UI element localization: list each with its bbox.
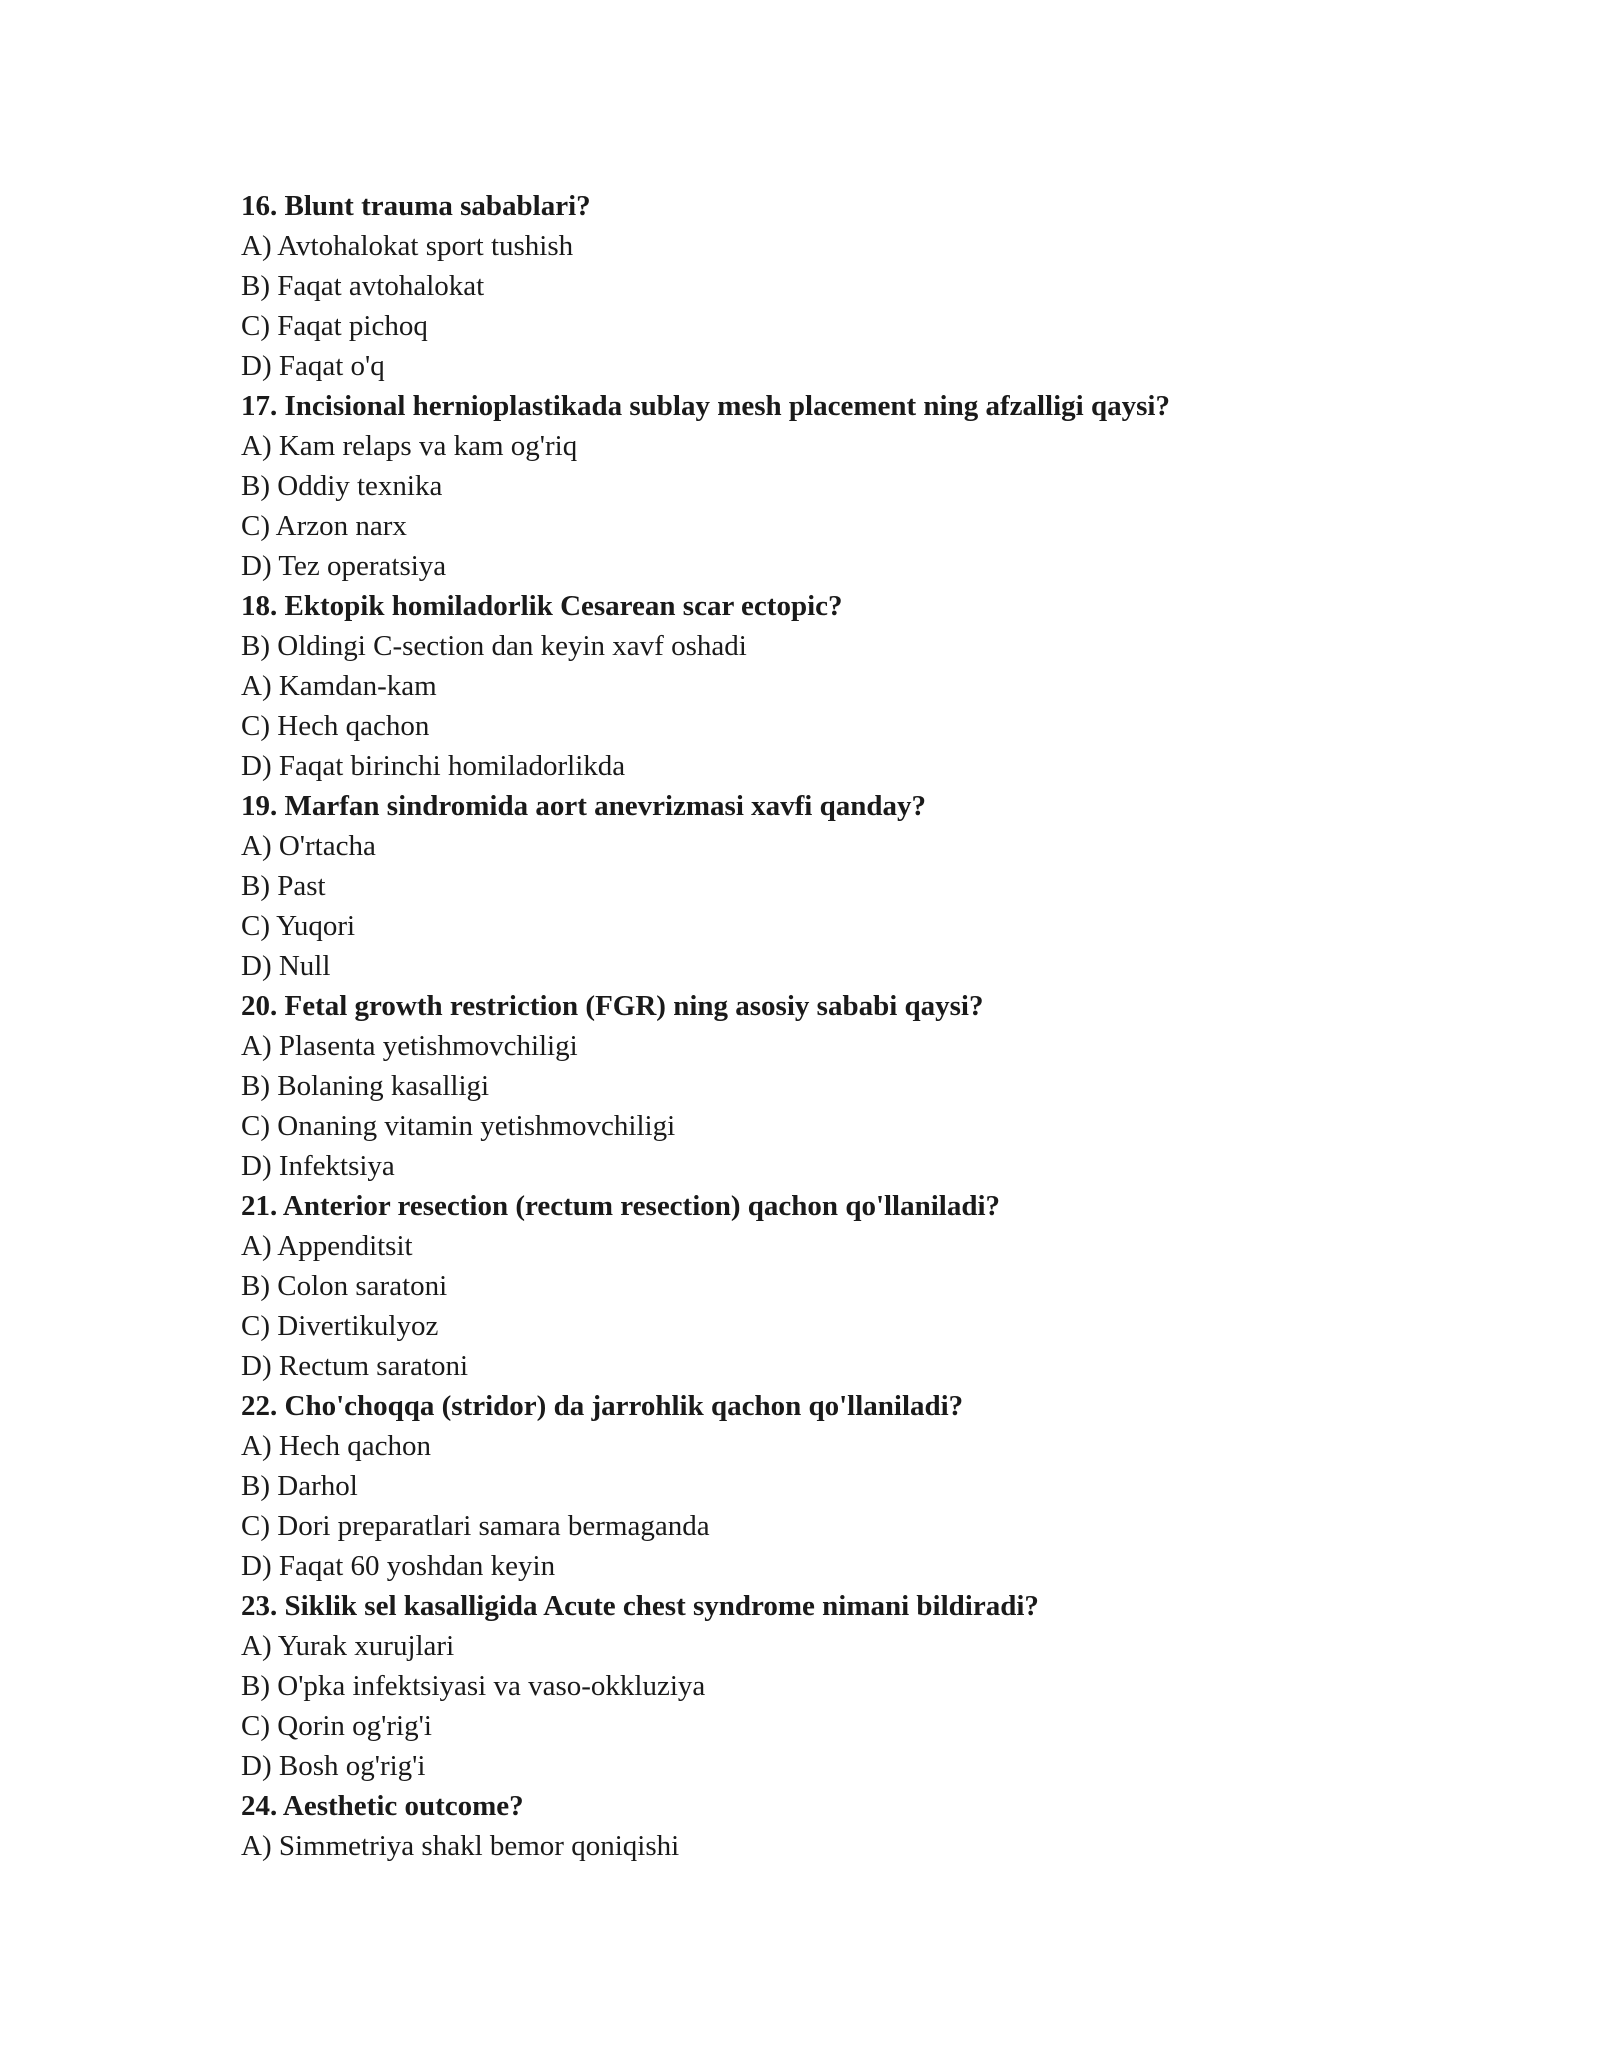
answer-option-a: A) Kam relaps va kam og'riq bbox=[241, 430, 578, 462]
answer-option-b: B) O'pka infektsiyasi va vaso-okkluziya bbox=[241, 1670, 706, 1702]
answer-option-b: B) Oddiy texnika bbox=[241, 470, 443, 502]
document-page bbox=[241, 186, 1401, 1866]
answer-option-a: A) Appenditsit bbox=[241, 1230, 413, 1262]
answer-option-c: C) Divertikulyoz bbox=[241, 1310, 439, 1342]
answer-option-c: C) Qorin og'rig'i bbox=[241, 1710, 432, 1742]
question-title: 20. Fetal growth restriction (FGR) ning asosiy sababi qaysi? bbox=[241, 990, 984, 1022]
question-22 bbox=[241, 1386, 1401, 1586]
answer-option-d: D) Faqat o'q bbox=[241, 350, 385, 382]
answer-option-b: B) Colon saratoni bbox=[241, 1270, 448, 1302]
question-title: 22. Cho'choqqa (stridor) da jarrohlik qachon qo'llaniladi? bbox=[241, 1390, 964, 1422]
answer-option-c: C) Yuqori bbox=[241, 910, 356, 942]
answer-option-b: B) Darhol bbox=[241, 1470, 358, 1502]
answer-option-a: A) Yurak xurujlari bbox=[241, 1630, 455, 1662]
question-title: 24. Aesthetic outcome? bbox=[241, 1790, 524, 1822]
question-18 bbox=[241, 586, 1401, 786]
question-20 bbox=[241, 986, 1401, 1186]
question-title: 19. Marfan sindromida aort anevrizmasi xavfi qanday? bbox=[241, 790, 926, 822]
answer-option-c: C) Dori preparatlari samara bermaganda bbox=[241, 1510, 710, 1542]
answer-option-c: C) Hech qachon bbox=[241, 710, 430, 742]
answer-option-c: C) Faqat pichoq bbox=[241, 310, 428, 342]
answer-option-d: D) Bosh og'rig'i bbox=[241, 1750, 426, 1782]
answer-option-d: D) Null bbox=[241, 950, 331, 982]
answer-option-a: A) Plasenta yetishmovchiligi bbox=[241, 1030, 578, 1062]
answer-option-a: A) O'rtacha bbox=[241, 830, 376, 862]
question-21 bbox=[241, 1186, 1401, 1386]
answer-option-c: C) Onaning vitamin yetishmovchiligi bbox=[241, 1110, 676, 1142]
question-23 bbox=[241, 1586, 1401, 1786]
answer-option-a: A) Simmetriya shakl bemor qoniqishi bbox=[241, 1830, 680, 1862]
question-17 bbox=[241, 386, 1401, 586]
answer-option-d: D) Tez operatsiya bbox=[241, 550, 447, 582]
question-title: 17. Incisional hernioplastikada sublay mesh placement ning afzalligi qaysi? bbox=[241, 390, 1170, 422]
answer-option-d: D) Faqat birinchi homiladorlikda bbox=[241, 750, 626, 782]
answer-option-b: B) Past bbox=[241, 870, 326, 902]
answer-option-b: B) Bolaning kasalligi bbox=[241, 1070, 490, 1102]
question-title: 21. Anterior resection (rectum resection) qachon qo'llaniladi? bbox=[241, 1190, 1001, 1222]
answer-option-d: D) Infektsiya bbox=[241, 1150, 395, 1182]
answer-option-b: B) Oldingi C-section dan keyin xavf oshadi bbox=[241, 630, 747, 662]
answer-option-c: C) Arzon narx bbox=[241, 510, 407, 542]
answer-option-d: D) Faqat 60 yoshdan keyin bbox=[241, 1550, 556, 1582]
answer-option-a: A) Kamdan-kam bbox=[241, 670, 437, 702]
answer-option-a: A) Avtohalokat sport tushish bbox=[241, 230, 574, 262]
question-title: 23. Siklik sel kasalligida Acute chest syndrome nimani bildiradi? bbox=[241, 1590, 1039, 1622]
answer-option-d: D) Rectum saratoni bbox=[241, 1350, 469, 1382]
question-title: 18. Ektopik homiladorlik Cesarean scar ectopic? bbox=[241, 590, 843, 622]
question-16 bbox=[241, 186, 1401, 386]
answer-option-a: A) Hech qachon bbox=[241, 1430, 432, 1462]
question-19 bbox=[241, 786, 1401, 986]
answer-option-b: B) Faqat avtohalokat bbox=[241, 270, 485, 302]
question-title: 16. Blunt trauma sabablari? bbox=[241, 190, 591, 222]
question-24 bbox=[241, 1786, 1401, 1866]
